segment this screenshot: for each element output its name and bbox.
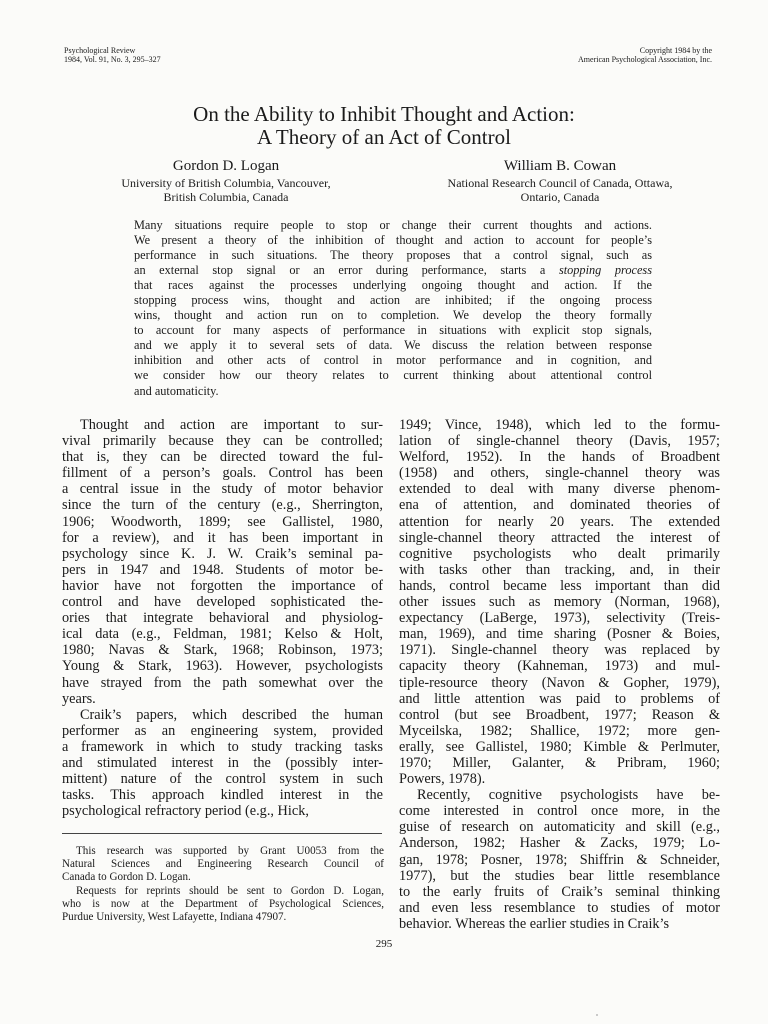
body-text-line: attention for nearly 20 years. The extended (399, 513, 720, 530)
title-line-1: On the Ability to Inhibit Thought and Action: (193, 102, 575, 126)
body-text-line: a central issue in the study of motor behavior (62, 481, 383, 498)
body-text-line: 1977), but the studies bear little resemblance (399, 867, 720, 884)
author-name: William B. Cowan (503, 158, 617, 174)
body-text-line: expectancy (LaBerge, 1973), selectivity (Treis- (399, 610, 720, 627)
body-text-line: other issues such as memory (Norman, 1968), (399, 594, 720, 611)
paper-title (0, 103, 768, 149)
abstract-line: an external stop signal or an error during performance, starts a stopping process (134, 263, 652, 278)
body-text-line: come interested in control once more, in the (399, 803, 720, 820)
body-text-line: Anderson, 1982; Hasher & Zacks, 1979; Lo- (399, 835, 720, 852)
footnote-line: Natural Sciences and Engineering Research Council of (62, 858, 384, 871)
body-text-line: and even less resemblance to studies of motor (399, 899, 720, 916)
body-column-left (62, 417, 383, 819)
body-text-line: Craik’s papers, which described the human (80, 706, 383, 723)
scan-speck (596, 1014, 598, 1016)
body-text-line: years. (62, 690, 96, 707)
body-text-line: guise of research on automaticity and skill (e.g., (399, 819, 720, 836)
body-text-line: gan, 1978; Posner, 1978; Shiffrin & Schneider, (399, 851, 720, 868)
body-text-line: 1949; Vince, 1948), which led to the formu- (399, 417, 720, 433)
body-text-line: performer as an engineering system, provided (62, 722, 383, 739)
body-text-line: control (but see Broadbent, 1977; Reason & (399, 706, 720, 723)
abstract-line: we consider how our theory relates to current thinking about attentional control (134, 368, 652, 383)
copyright-line: Copyright 1984 by the (639, 46, 712, 55)
body-text-line: ical data (e.g., Feldman, 1981; Kelso & Holt, (62, 626, 383, 643)
body-text-line: 1980; Navas & Stark, 1968; Robinson, 1973; (62, 642, 383, 659)
footnote-divider (62, 833, 382, 834)
body-text-line: capacity theory (Kahneman, 1973) and mul- (399, 658, 720, 675)
page-number: 295 (375, 938, 393, 950)
body-text-line: (1958) and others, single-channel theory was (399, 465, 720, 482)
body-text-line: extended to deal with many diverse phenom- (399, 481, 720, 498)
body-text-line: with tasks other than tracking, and, in their (399, 561, 720, 578)
journal-header (64, 46, 161, 64)
publisher-line: American Psychological Association, Inc. (578, 55, 712, 64)
journal-name: Psychological Review (64, 46, 136, 55)
body-text-line: psychology since K. J. W. Craik’s seminal pa- (62, 545, 383, 562)
author-name: Gordon D. Logan (172, 158, 280, 174)
footnote-line: This research was supported by Grant U0053 from the (76, 845, 384, 857)
body-text-line: Welford, 1952). In the hands of Broadbent (399, 449, 720, 466)
footnote-line: Canada to Gordon D. Logan. (62, 871, 191, 884)
footnotes (62, 845, 384, 924)
author-block-1 (78, 158, 374, 204)
abstract-line: and we apply it to several sets of data. We discuss the relation between response (134, 338, 652, 353)
body-text-line: tiple-resource theory (Navon & Gopher, 1979), (399, 674, 720, 691)
body-text-line: Thought and action are important to sur- (80, 417, 383, 433)
journal-volume: 1984, Vol. 91, No. 3, 295–327 (64, 55, 161, 64)
body-text-line: cognitive psychologists who dealt primarily (399, 545, 720, 562)
body-text-line: and little attention was paid to problems of (399, 690, 720, 707)
body-text-line: 1906; Woodworth, 1899; see Gallistel, 1980, (62, 513, 383, 530)
abstract-line: performance in such situations. The theory proposes that a control signal, such as (134, 248, 652, 263)
body-text-line: vival primarily because they can be controlled; (62, 433, 383, 450)
body-text-line: have strayed from the path somewhat over the (62, 674, 383, 691)
body-text-line: single-channel theory attracted the interest of (399, 529, 720, 546)
body-text-line: that is, they can be directed toward the ful- (62, 449, 383, 466)
footnote-line: who is now at the Department of Psychological Sciences, (62, 897, 384, 910)
abstract-line: and automaticity. (134, 383, 219, 398)
abstract-line: stopping process wins, thought and action are inhibited; if the ongoing process (134, 293, 652, 308)
body-text-line: hands, control became less important than did (399, 577, 720, 594)
body-text-line: behavior. Whereas the earlier studies in Craik’s (399, 915, 670, 932)
author-affiliation: University of British Columbia, Vancouver, (121, 176, 331, 190)
body-text-line: tasks. This approach kindled interest in the (62, 787, 383, 804)
body-text-line: man, 1969), and time sharing (Posner & Boies, (399, 626, 720, 643)
body-text-line: psychological refractory period (e.g., Hick, (62, 803, 309, 820)
abstract-line: inhibition and other acts of control in motor performance and in cognition, and (134, 353, 652, 368)
body-text-line: Young & Stark, 1963). However, psychologists (62, 658, 383, 675)
body-text-line: 1971). Single-channel theory was replaced by (399, 642, 720, 659)
footnote-line: Requests for reprints should be sent to Gordon D. Logan, (76, 884, 384, 897)
body-text-line: a framework in which to study tracking tasks (62, 738, 383, 755)
body-text-line: 1970; Miller, Galanter, & Pribram, 1960; (399, 754, 720, 771)
body-text-line: havior have not forgotten the importance of (62, 577, 383, 594)
body-text-line: ena of attention, and dominated theories of (399, 497, 720, 514)
body-text-line: since the turn of the century (e.g., Sherrington, (62, 497, 383, 514)
abstract-line: that races against the processes underlying ongoing thought and action. If the (134, 278, 652, 293)
abstract-line: We present a theory of the inhibition of thought and action to account for people’s (134, 233, 652, 248)
body-text-line: Recently, cognitive psychologists have be- (417, 787, 720, 804)
title-line-2: A Theory of an Act of Control (257, 125, 511, 149)
author-block-2 (400, 158, 720, 204)
body-column-right (399, 417, 720, 932)
abstract (134, 218, 652, 399)
author-affiliation: National Research Council of Canada, Ottawa, (447, 176, 673, 190)
abstract-line: to account for many aspects of performance in situations with explicit stop signals, (134, 323, 652, 338)
body-text-line: erally, see Gallistel, 1980; Kimble & Perlmuter, (399, 738, 720, 755)
body-text-line: Myceilska, 1982; Shallice, 1972; more gen- (399, 722, 720, 739)
body-text-line: Powers, 1978). (399, 771, 486, 788)
body-text-line: to the early fruits of Craik’s seminal thinking (399, 883, 720, 900)
body-text-line: ories that integrate behavioral and physiolog- (62, 610, 383, 627)
body-text-line: for a review), and it has been important in (62, 529, 383, 546)
body-text-line: mittent) nature of the control system in such (62, 771, 383, 788)
body-text-line: lation of single-channel theory (Davis, 1957; (399, 433, 720, 450)
body-text-line: control and have developed sophisticated the- (62, 594, 383, 611)
emphasis: stopping process (558, 263, 652, 278)
body-text-line: and stimulated interest in the (possibly inter- (62, 754, 383, 771)
copyright-header (578, 46, 712, 64)
abstract-line: wins, thought and action run on to completion. We develop the theory formally (134, 308, 652, 323)
body-text-line: pers in 1947 and 1948. Students of motor be- (62, 561, 383, 578)
body-text-line: fillment of a person’s goals. Control has been (62, 465, 383, 482)
footnote-line: Purdue University, West Lafayette, Indiana 47907. (62, 911, 287, 924)
author-affiliation: British Columbia, Canada (163, 190, 289, 204)
author-affiliation: Ontario, Canada (520, 190, 600, 204)
abstract-line: Many situations require people to stop or change their current thoughts and actions. (134, 218, 652, 232)
